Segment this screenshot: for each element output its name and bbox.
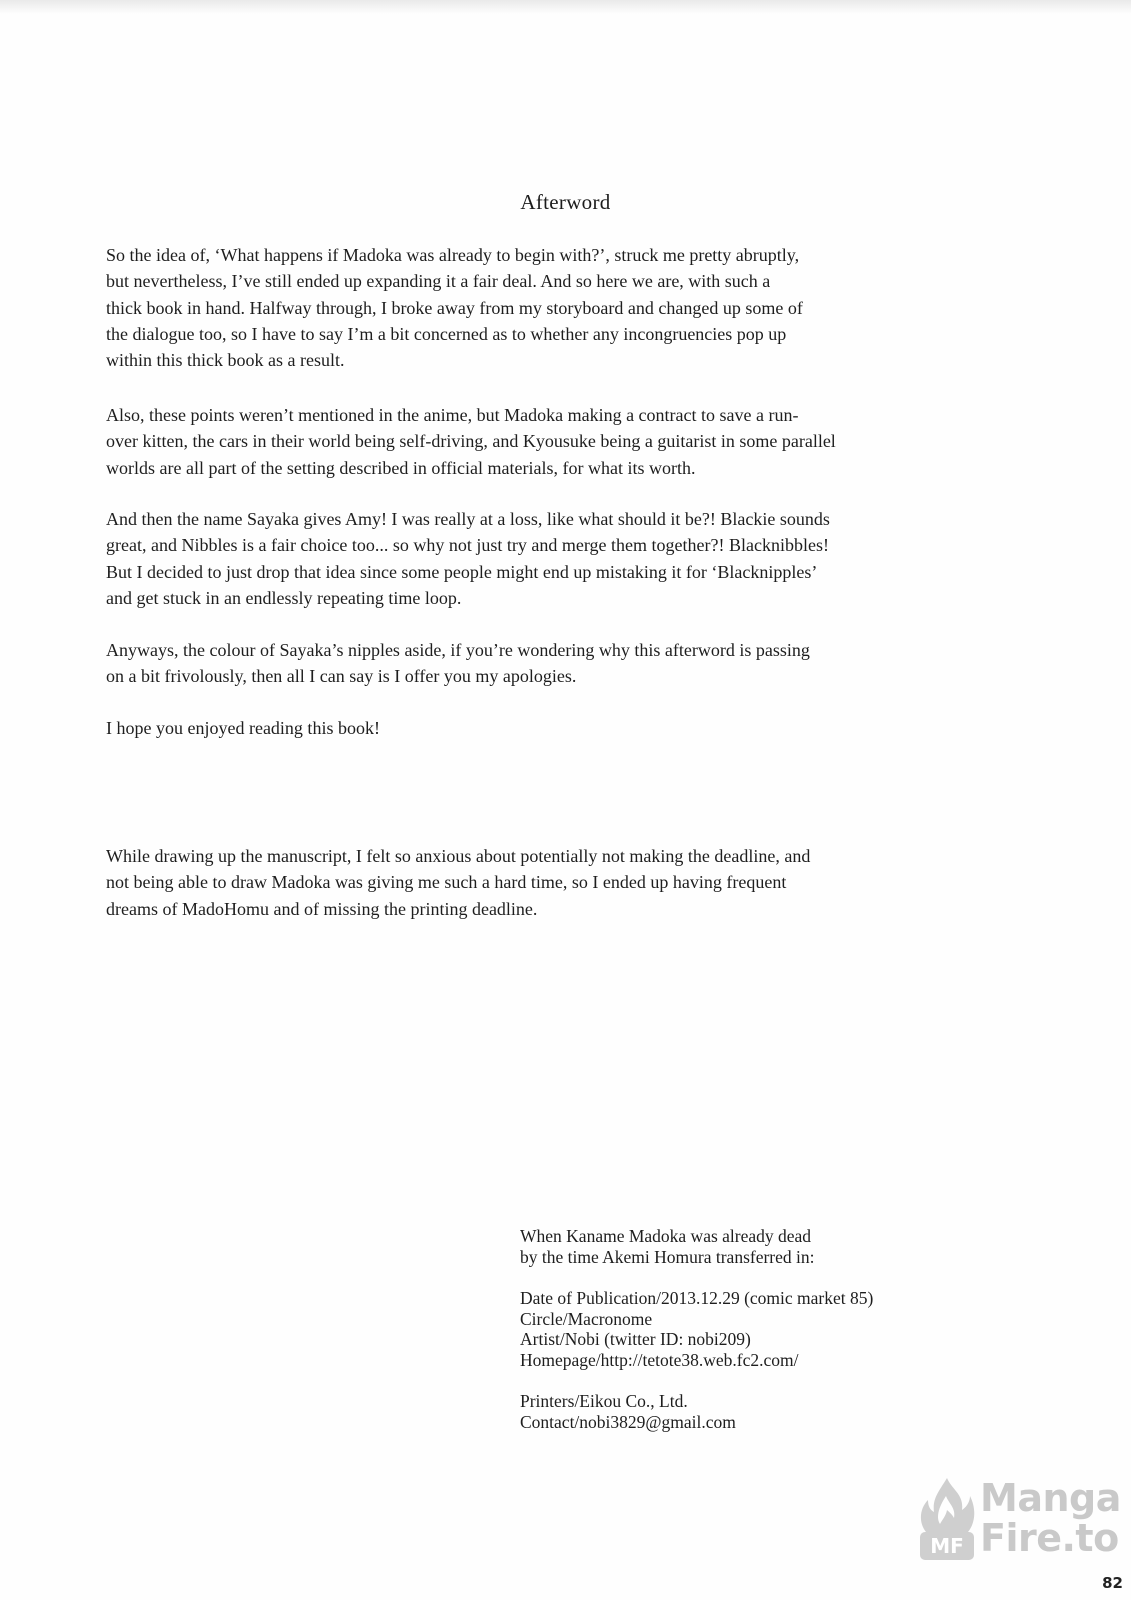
page-number: 82	[1102, 1574, 1123, 1592]
paragraph-3	[106, 506, 1006, 611]
paragraph-line: Also, these points weren’t mentioned in the anime, but Madoka making a contract to save a run-	[106, 405, 799, 425]
paragraph-line: on a bit frivolously, then all I can say is I offer you my apologies.	[106, 666, 577, 687]
paragraph-line: but nevertheless, I’ve still ended up expanding it a fair deal. And so here we are, with such a	[106, 271, 771, 292]
paragraph-line: and get stuck in an endlessly repeating time loop.	[106, 587, 462, 608]
watermark-text	[980, 1478, 1121, 1558]
paragraph-line: great, and Nibbles is a fair choice too... so why not just try and merge them together?! Blacknibbles!	[106, 535, 829, 556]
paragraph-line: While drawing up the manuscript, I felt so anxious about potentially not making the deadline, and	[106, 846, 811, 866]
colophon	[520, 1226, 940, 1432]
paragraph-line: over kitten, the cars in their world being self-driving, and Kyousuke being a guitarist in some parallel	[106, 431, 836, 452]
paragraph-6	[106, 843, 1006, 922]
paragraph-line: But I decided to just drop that idea since some people might end up mistaking it for ‘Blacknipples’	[106, 561, 818, 582]
paragraph-line: Anyways, the colour of Sayaka’s nipples aside, if you’re wondering why this afterword is passing	[106, 640, 810, 660]
colophon-details	[520, 1288, 940, 1370]
paragraph-line: not being able to draw Madoka was giving me such a hard time, so I ended up having frequent	[106, 872, 787, 893]
page-top-edge-shadow	[0, 0, 1131, 14]
colophon-line: When Kaname Madoka was already dead	[520, 1226, 812, 1246]
mangafire-watermark	[916, 1474, 1121, 1566]
paragraph-line: And then the name Sayaka gives Amy! I was really at a loss, like what should it be?! Blackie sounds	[106, 509, 830, 529]
afterword-title: Afterword	[520, 190, 611, 214]
colophon-printer	[520, 1391, 940, 1432]
paragraph-line: within this thick book as a result.	[106, 350, 345, 371]
watermark-line-1: Manga	[980, 1476, 1121, 1520]
colophon-line: by the time Akemi Homura transferred in:	[520, 1246, 815, 1267]
paragraph-line: So the idea of, ‘What happens if Madoka was already to begin with?’, struck me pretty abruptly,	[106, 245, 800, 265]
artist-name: Artist/Nobi (twitter ID: nobi209)	[520, 1329, 751, 1349]
paragraph-line: dreams of MadoHomu and of missing the printing deadline.	[106, 898, 538, 919]
printer-name: Printers/Eikou Co., Ltd.	[520, 1391, 688, 1411]
paragraph-5	[106, 715, 1006, 741]
paragraph-line: thick book in hand. Halfway through, I broke away from my storyboard and changed up some of	[106, 297, 803, 318]
paragraph-line: I hope you enjoyed reading this book!	[106, 718, 380, 738]
paragraph-1	[106, 242, 1006, 373]
logo-letters: MF	[930, 1534, 964, 1558]
paragraph-2	[106, 402, 1006, 481]
watermark-line-2: Fire.to	[980, 1516, 1119, 1560]
circle-name: Circle/Macronome	[520, 1308, 653, 1329]
homepage-url: Homepage/http://tetote38.web.fc2.com/	[520, 1349, 799, 1370]
paragraph-line: the dialogue too, so I have to say I’m a bit concerned as to whether any incongruencies pop up	[106, 323, 787, 344]
publication-date: Date of Publication/2013.12.29 (comic market 85)	[520, 1288, 874, 1308]
paragraph-4	[106, 637, 1006, 690]
colophon-book-title	[520, 1226, 940, 1267]
flame-logo-icon	[916, 1474, 978, 1562]
contact-email: Contact/nobi3829@gmail.com	[520, 1411, 736, 1432]
paragraph-line: worlds are all part of the setting described in official materials, for what its worth.	[106, 457, 696, 478]
